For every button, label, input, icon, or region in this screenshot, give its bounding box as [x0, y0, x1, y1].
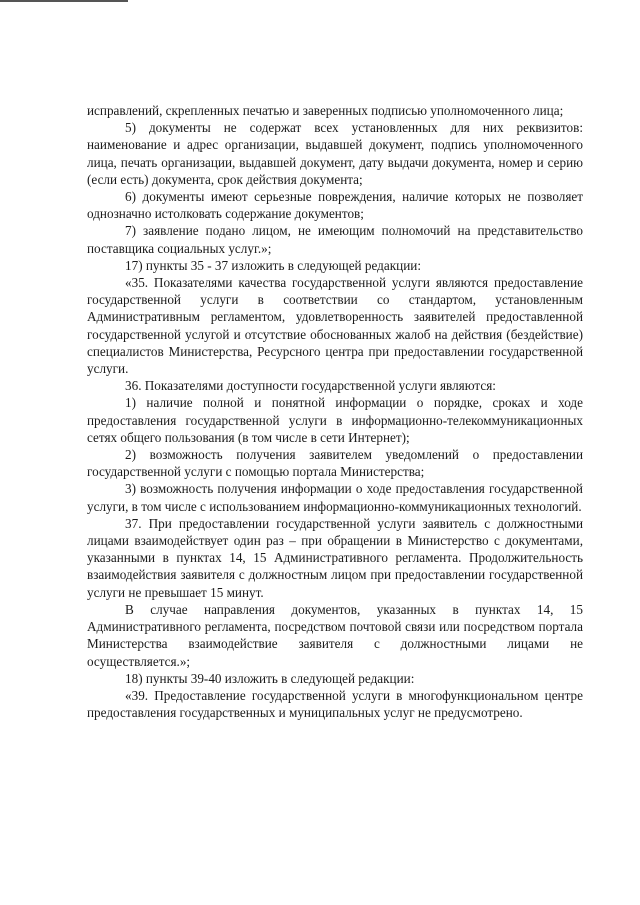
paragraph-clause-36-item-1: 1) наличие полной и понятной информации о порядке, сроках и ходе предоставления государственной услуги в информационно-телекоммуникационных сетях общего пользования (в том числе в сети Интернет); [87, 395, 583, 445]
paragraph-clause-36-item-2: 2) возможность получения заявителем уведомлений о предоставлении государственной услуги с помощью портала Министерства; [87, 447, 583, 480]
paragraph-clause-39: «39. Предоставление государственной услуги в многофункциональном центре предоставления государственных и муниципальных услуг не предусмотрено. [87, 687, 583, 721]
paragraph-clause-36-item-3: 3) возможность получения информации о ходе предоставления государственной услуги, в том числе с использованием информационно-коммуникационных технологий. [87, 481, 583, 514]
paragraph-continuation: исправлений, скрепленных печатью и заверенных подписью уполномоченного лица; [87, 103, 564, 118]
paragraph-amendment-17: 17) пункты 35 - 37 изложить в следующей редакции: [125, 257, 421, 273]
paragraph-clause-36: 36. Показателями доступности государственной услуги являются: [125, 378, 496, 394]
document-body [87, 102, 583, 721]
paragraph-clause-37: 37. При предоставлении государственной услуги заявитель с должностными лицами взаимодействует один раз – при обращении в Министерство с документами, указанными в пунктах 14, 15 Административного регламента. Продолжительность взаимодействия заявителя с должностным лицом при предоставлении государственной услуги не превышает 15 минут. [87, 515, 583, 600]
paragraph-item-6: 6) документы имеют серьезные повреждения, наличие которых не позволяет однозначно истолковать содержание документов; [87, 189, 583, 222]
paragraph-amendment-18: 18) пункты 39-40 изложить в следующей редакции: [125, 670, 415, 686]
top-edge-rule [0, 0, 128, 2]
paragraph-clause-37-continued: В случае направления документов, указанных в пунктах 14, 15 Административного регламента, посредством почтовой связи или посредством портала Министерства взаимодействие заявителя с должностными лицами не осуществляется.»; [87, 601, 583, 669]
paragraph-item-7: 7) заявление подано лицом, не имеющим полномочий на представительство поставщика социальных услуг.»; [87, 223, 583, 256]
paragraph-clause-35: «35. Показателями качества государственной услуги являются предоставление государственной услуги в соответствии со стандартом, установленным Административным регламентом, удовлетворенность заявителей предоставленной государственной услугой и отсутствие обоснованных жалоб на действия (бездействие) специалистов Министерства, Ресурсного центра при предоставлении государственной услуги. [87, 275, 583, 377]
paragraph-item-5: 5) документы не содержат всех установленных для них реквизитов: наименование и адрес организации, выдавшей документ, подпись уполномоченного лица, печать организации, выдавшей документ, дату выдачи документа, номер и серию (если есть) документа, срок действия документа; [87, 120, 583, 187]
